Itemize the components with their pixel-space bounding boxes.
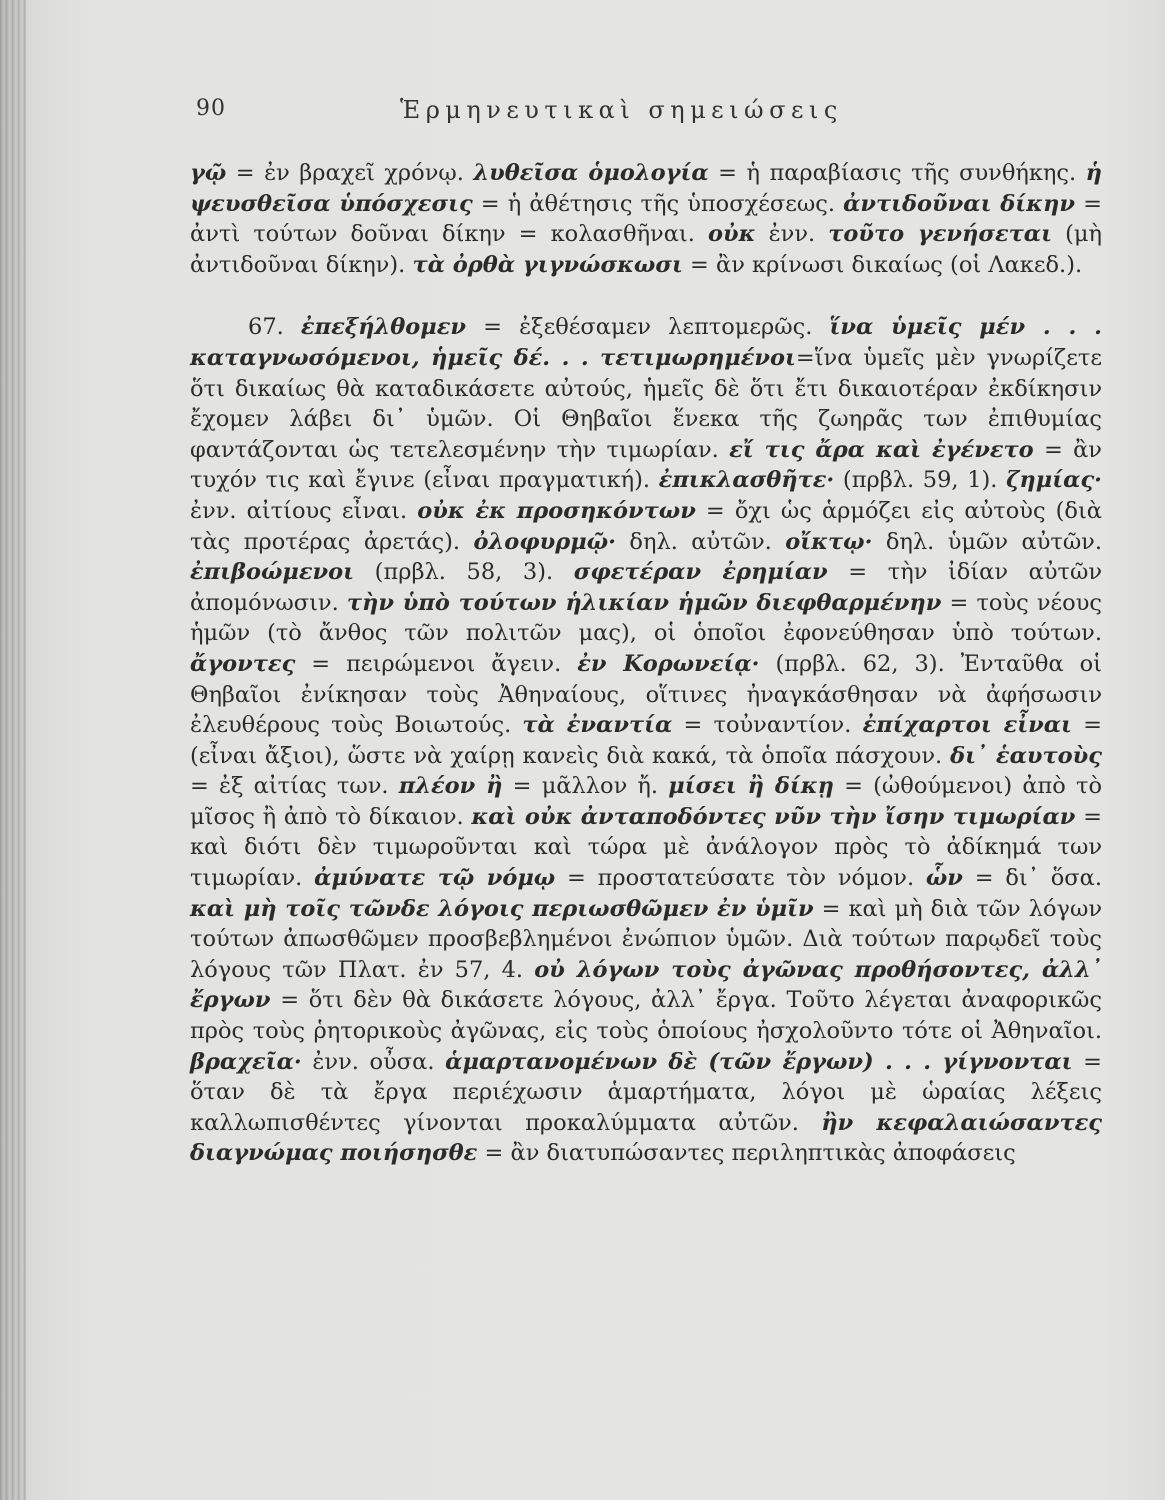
commentary-text: δηλ. ὑμῶν αὐτῶν. bbox=[872, 528, 1102, 555]
lemma-term: καὶ μὴ τοῖς τῶνδε λόγοις περιωσθῶμεν ἐν ὑμῖν bbox=[190, 895, 814, 922]
commentary-text: = (εἶναι ἄξιοι), ὥστε νὰ χαίρῃ κανεὶς διὰ κακά, τὰ ὁποῖα πάσχουν. bbox=[190, 712, 1102, 769]
page-header bbox=[0, 96, 1165, 136]
commentary-text: = ἀντὶ τούτων δοῦναι δίκην = κολασθῆναι. bbox=[190, 190, 1102, 248]
commentary-text: =ἵνα ὑμεῖς μὲν γνωρίζετε ὅτι δικαίως θὰ καταδικάσετε αὐτούς, ἡμεῖς δὲ ὅτι ἔτι δικαιοτέραν ἐκδίκησιν ἔχομεν λάβει δι᾽ ὑμῶν. Οἱ Θηβαῖοι ἕνεκα τῆς ζωηρᾶς των ἐπιθυμίας φαντάζονται ὡς τετελεσμένην τὴν τιμωρίαν. bbox=[190, 344, 1102, 463]
commentary-text: = μᾶλλον ἤ. bbox=[502, 773, 669, 800]
commentary-text: = ὅταν δὲ τὰ ἔργα περιέχωσιν ἁμαρτήματα, λόγοι μὲ ὡραίας λέξεις καλλωπισθέντες γίνονται προκαλύμματα αὐτῶν. bbox=[190, 1048, 1103, 1136]
commentary-text: = ἐν βραχεῖ χρόνῳ. bbox=[226, 160, 474, 186]
lemma-term: βραχεῖα· bbox=[190, 1048, 302, 1075]
commentary-text: = ἐξεθέσαμεν λεπτομερῶς. bbox=[465, 314, 830, 341]
lemma-term: ζημίας· bbox=[1006, 467, 1102, 494]
commentary-text: = (ὠθούμενοι) ἀπὸ τὸ μῖσος ἢ ἀπὸ τὸ δίκαιον. bbox=[190, 773, 1103, 830]
lemma-term: οἴκτῳ· bbox=[785, 528, 873, 555]
commentary-text: = ἡ ἀθέτησις τῆς ὑποσχέσεως. bbox=[472, 190, 844, 217]
lemma-term: λυθεῖσα ὁμολογία bbox=[473, 160, 709, 186]
lemma-term: ἵνα ὑμεῖς μέν . . . καταγνωσόμενοι, ἡμεῖς δέ. . . τετιμωρημένοι bbox=[190, 314, 1102, 371]
lemma-term: τὴν ὑπὸ τούτων ἡλικίαν ἡμῶν διεφθαρμένην bbox=[346, 589, 942, 616]
commentary-text: = τοὐναντίον. bbox=[672, 712, 863, 739]
lemma-term: ἐπικλασθῆτε· bbox=[658, 467, 835, 494]
running-title: Ἑρμηνευτικαὶ σημειώσεις bbox=[400, 96, 843, 124]
commentary-text: (μὴ ἀντιδοῦναι δίκην). bbox=[190, 221, 1102, 278]
commentary-text: = καὶ διότι δὲν τιμωροῦνται καὶ τώρα μὲ ἀνάλογον πρὸς τὸ ἀδίκημά των τιμωρίαν. bbox=[190, 803, 1102, 892]
commentary-text: = καὶ μὴ διὰ τῶν λόγων τούτων ἀπωσθῶμεν προσβεβλημένοι ἐνώπιον ὑμῶν. Διὰ τούτων παρῳδεῖ τοὺς λόγους τῶν Πλατ. ἐν 57, 4. bbox=[190, 895, 1102, 983]
lemma-term: δι᾽ ἑαυτοὺς bbox=[950, 742, 1102, 769]
lemma-term: ἁμαρτανομένων δὲ (τῶν ἔργων) . . . γίγνονται bbox=[445, 1048, 1073, 1075]
commentary-text: ἐνν. bbox=[755, 221, 829, 248]
commentary-text: (πρβλ. 59, 1). bbox=[834, 467, 1007, 494]
lemma-term: μίσει ἢ δίκῃ bbox=[668, 773, 834, 800]
lemma-term: ἢν κεφαλαιώσαντες διαγνώμας ποιήσησθε bbox=[190, 1109, 1103, 1167]
commentary-text: δηλ. αὐτῶν. bbox=[615, 528, 786, 555]
paragraph-notes-continued bbox=[190, 158, 1102, 280]
lemma-term: πλέον ἢ bbox=[398, 773, 503, 800]
lemma-term: ἀντιδοῦναι δίκην bbox=[843, 190, 1076, 217]
lemma-term: τοῦτο γενήσεται bbox=[828, 221, 1053, 248]
commentary-text: 67. bbox=[248, 314, 301, 341]
lemma-term: καὶ οὐκ ἀνταποδόντες νῦν τὴν ἴσην τιμωρίαν bbox=[471, 803, 1076, 830]
page-number: 90 bbox=[196, 96, 226, 121]
lemma-term: ἡ ψευσθεῖσα ὑπόσχεσις bbox=[190, 160, 1102, 217]
commentary-text: ἐνν. αἰτίους εἶναι. bbox=[190, 497, 418, 524]
commentary-text: = ὄχι ὡς ἁρμόζει εἰς αὐτοὺς (διὰ τὰς προτέρας ἀρετάς). bbox=[190, 497, 1102, 555]
commentary-text: ἐνν. οὖσα. bbox=[301, 1048, 446, 1075]
commentary-text: = πειρώμενοι ἄγειν. bbox=[295, 650, 578, 677]
lemma-term: οὐ λόγων τοὺς ἀγῶνας προθήσοντες, ἀλλ᾽ ἔργων bbox=[190, 956, 1102, 1014]
lemma-term: ὧν bbox=[925, 865, 963, 892]
paragraph-section-67 bbox=[190, 312, 1102, 1169]
lemma-term: σφετέραν ἐρημίαν bbox=[573, 559, 828, 586]
lemma-term: ἐπίχαρτοι εἶναι bbox=[862, 712, 1072, 739]
commentary-text: = δι᾽ ὅσα. bbox=[962, 865, 1102, 892]
lemma-term: ἐπιβοώμενοι bbox=[190, 559, 355, 586]
lemma-term: οὐκ ἐκ προσηκόντων bbox=[417, 497, 696, 524]
commentary-text: (πρβλ. 62, 3). Ἐνταῦθα οἱ Θηβαῖοι ἐνίκησαν τοὺς Ἀθηναίους, οἵτινες ἠναγκάσθησαν νὰ ἀφήσωσιν ἐλευθέρους τοὺς Βοιωτούς. bbox=[190, 650, 1102, 739]
commentary-text: = ἐξ αἰτίας των. bbox=[190, 773, 399, 800]
lemma-term: οὐκ bbox=[708, 221, 756, 248]
lemma-term: εἴ τις ἄρα καὶ ἐγένετο bbox=[729, 436, 1034, 463]
lemma-term: ἐν Κορωνείᾳ· bbox=[577, 650, 760, 677]
commentary-text: = ἡ παραβίασις τῆς συνθήκης. bbox=[708, 160, 1086, 186]
lemma-term: ὀλοφυρμῷ· bbox=[473, 528, 616, 555]
commentary-text: = ἂν τυχόν τις καὶ ἔγινε (εἶναι πραγματική). bbox=[190, 436, 1102, 494]
lemma-term: γῷ bbox=[190, 160, 227, 186]
page-body bbox=[190, 158, 1102, 1169]
commentary-text: = τοὺς νέους ἡμῶν (τὸ ἄνθος τῶν πολιτῶν μας), οἱ ὁποῖοι ἐφονεύθησαν ὑπὸ τούτων. bbox=[190, 589, 1102, 647]
commentary-text: = ἂν κρίνωσι δικαίως (οἱ Λακεδ.). bbox=[682, 251, 1083, 278]
commentary-text: = τὴν ἰδίαν αὐτῶν ἀπομόνωσιν. bbox=[190, 559, 1103, 616]
commentary-text: = ὅτι δὲν θὰ δικάσετε λόγους, ἀλλ᾽ ἔργα. Τοῦτο λέγεται ἀναφορικῶς πρὸς τοὺς ῥητορικοὺς ἀγῶνας, εἰς τοὺς ὁποίους ἠσχολοῦντο τότε οἱ Ἀθηναῖοι. bbox=[190, 987, 1102, 1045]
lemma-term: τὰ ἐναντία bbox=[522, 712, 673, 739]
lemma-term: ἄγοντες bbox=[190, 650, 296, 677]
commentary-text: = προστατεύσατε τὸν νόμον. bbox=[555, 865, 926, 892]
commentary-text: = ἂν διατυπώσαντες περιληπτικὰς ἀποφάσεις bbox=[477, 1140, 1016, 1167]
lemma-term: ἀμύνατε τῷ νόμῳ bbox=[314, 865, 556, 892]
page-binding-shadow bbox=[0, 0, 26, 1500]
lemma-term: τὰ ὀρθὰ γιγνώσκωσι bbox=[412, 251, 683, 278]
commentary-text: (πρβλ. 58, 3). bbox=[354, 559, 574, 586]
lemma-term: ἐπεξήλθομεν bbox=[300, 314, 466, 341]
